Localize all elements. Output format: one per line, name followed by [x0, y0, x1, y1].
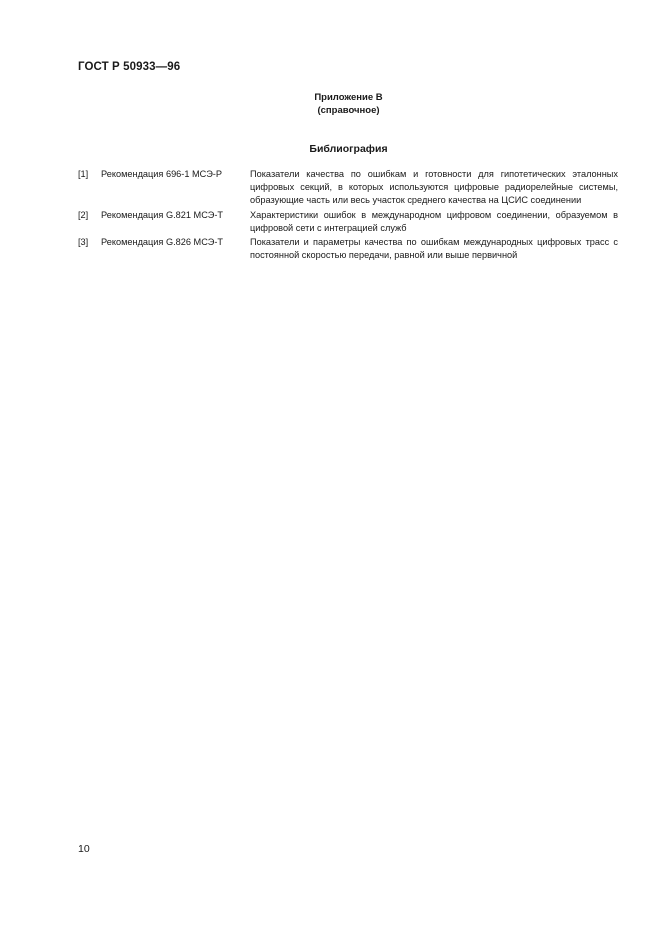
bibliography-title: Библиография	[309, 143, 388, 155]
entry-number: [2]	[78, 209, 89, 220]
bibliography-entry	[78, 236, 618, 262]
page-number: 10	[78, 843, 90, 855]
bibliography-list	[78, 168, 618, 263]
entry-description: Показатели и параметры качества по ошибкам международных цифровых трасс с постоянной скоростью передачи, равной или выше первичной	[250, 237, 618, 261]
entry-description: Показатели качества по ошибкам и готовности для гипотетических эталонных цифровых секций, в которых используются цифровые радиорелейные системы, образующие часть или весь участок среднего качества на ЦСИС соединении	[250, 169, 618, 206]
bibliography-entry	[78, 209, 618, 235]
appendix-heading	[0, 91, 661, 117]
appendix-subtitle: (справочное)	[317, 105, 380, 116]
entry-code: Рекомендация G.826 МСЭ-Т	[101, 237, 223, 248]
entry-code: Рекомендация G.821 МСЭ-Т	[101, 209, 223, 220]
standard-code-header: ГОСТ Р 50933—96	[78, 61, 181, 73]
appendix-title: Приложение В	[314, 92, 383, 103]
entry-description: Характеристики ошибок в международном цифровом соединении, образуемом в цифровой сети с интеграцией служб	[250, 209, 618, 233]
entry-number: [1]	[78, 169, 89, 179]
bibliography-entry	[78, 168, 618, 208]
entry-code: Рекомендация 696-1 МСЭ-Р	[101, 169, 222, 179]
entry-number: [3]	[78, 237, 89, 248]
